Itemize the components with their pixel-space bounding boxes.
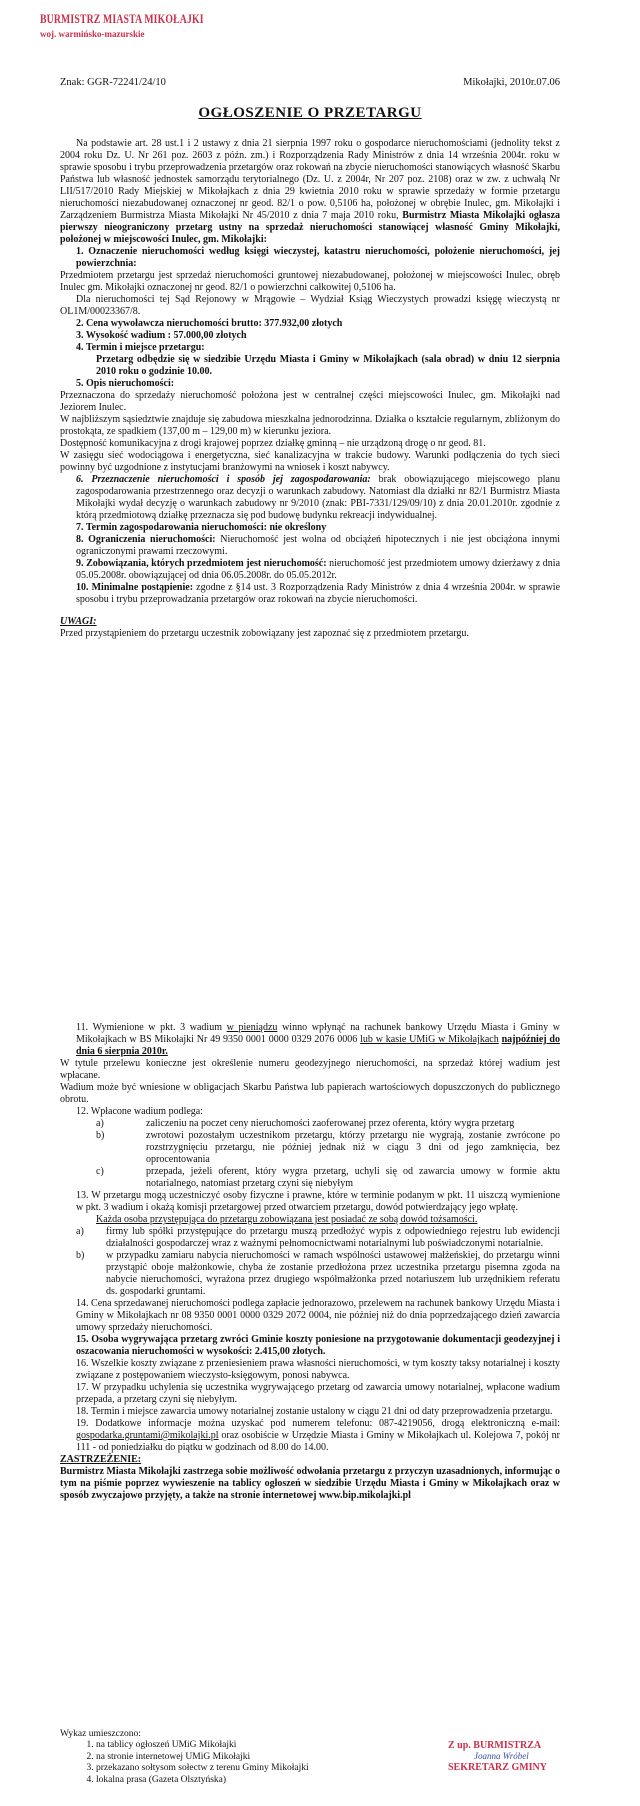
section-8-text: Nieruchomość jest wolna od obciążeń hipotecznych i nie jest obciążona innymi ograniczonymi prawami rzeczowymi. <box>76 534 561 557</box>
section-6-heading: 6. Przeznaczenie nieruchomości i sposób jej zagospodarowania: <box>76 474 371 485</box>
point-19-text-b: oraz osobiście w Urzędzie Miasta i Gminy w Mikołajkach ul. Kolejowa 7, pokój nr 111 - od poniedziałku do piątku w godzinach od 8.00 do 14.00. <box>76 1430 561 1453</box>
posting-list-item: 4. lokalna prasa (Gazeta Olsztyńska) <box>96 1775 380 1786</box>
posting-list-item: 3. przekazano sołtysom sołectw z terenu Gminy Mikołajki <box>96 1763 380 1774</box>
section-8 <box>60 534 560 558</box>
section-9-text: nieruchomość jest przedmiotem umowy dzierżawy z dnia 05.05.2008r. obowiązującej od dnia 06.05.2008r. do 05.05.2012r. <box>76 558 561 581</box>
point-11-cashdesk: lub w kasie UMiG w Mikołajkach <box>360 1034 499 1045</box>
point-18: 18. Termin i miejsce zawarcia umowy notarialnej zostanie ustalony w ciągu 21 dni od daty przeprowadzenia przetargu. <box>76 1406 553 1417</box>
case-sign: Znak: GGR-72241/24/10 <box>60 77 166 88</box>
section-9-heading: 9. Zobowiązania, których przedmiotem jest nieruchomość: <box>76 558 327 569</box>
posting-list-label: Wykaz umieszczono: <box>60 1729 141 1739</box>
page-title: OGŁOSZENIE O PRZETARGU <box>198 105 422 121</box>
handwritten-signature: Joanna Wróbel <box>474 1751 529 1761</box>
point-12-a: a) zaliczeniu na poczet ceny nieruchomości zaoferowanej przez oferenta, który wygra przetarg <box>96 1118 515 1129</box>
point-11-account: winno wpłynąć na rachunek bankowy Urzędu Miasta i Gminy w Mikołajkach w BS Mikołajki Nr 49 9350 0001 0000 0329 2076 0006 <box>76 1022 561 1045</box>
section-8-heading: 8. Ograniczenia nieruchomości: <box>76 534 216 545</box>
point-15: 15. Osoba wygrywająca przetarg zwróci Gminie koszty poniesione na przygotowanie dokumentacji geodezyjnej i oszacowania nieruchomości w wysokości: 2.415,00 złotych. <box>76 1334 560 1357</box>
section-5-text-2: W najbliższym sąsiedztwie znajduje się zabudowa mieszkalna jednorodzinna. Działka o kształcie regularnym, zbliżonym do prostokąta, ze spadkiem (137,00 m – 129,00 m) w kierunku jeziora. <box>60 414 560 437</box>
section-7: 7. Termin zagospodarowania nieruchomości: nie określony <box>76 522 327 533</box>
section-1-heading: 1. Oznaczenie nieruchomości według księgi wieczystej, katastru nieruchomości, położenie nieruchomości, jej powierzchnia: <box>76 246 560 269</box>
point-14: 14. Cena sprzedawanej nieruchomości podlega zapłacie jednorazowo, przelewem na rachunek bankowy Urzędu Miasta i Gminy w Mikołajkach nr 08 9350 0001 0000 0329 2072 0004, nie później niż do dnia poprzedzającego dzień zawarcia umowy sprzedaży nieruchomości. <box>76 1298 560 1333</box>
section-3-deposit: 3. Wysokość wadium : 57.000,00 złotych <box>76 330 247 341</box>
section-9 <box>60 558 560 582</box>
section-10 <box>60 582 560 606</box>
announcement-body-page2 <box>60 1022 560 1502</box>
stamp-title: BURMISTRZ MIASTA MIKOŁAJKI <box>40 12 204 26</box>
intro-text: Na podstawie art. 28 ust.1 i 2 ustawy z dnia 21 sierpnia 1997 roku o gospodarce nieruchomościami (jednolity tekst z 2004 roku Dz. U. Nr 261 poz. 2603 z późn. zm.) i Rozporządzenia Rady Ministrów z dnia 14 września 2004r. roku w sprawie sposobu i trybu przeprowadzenia przetargów oraz rokowań na zbycie nieruchomości stanowiących własność Skarbu Państwa lub własność jednostek samorządu terytorialnego (Dz. U. z 2004r, Nr 207 poz. 2108) oraz w zw. z uchwałą Nr LII/517/2010 Rady Miejskiej w Mikołajkach z dnia 29 kwietnia 2010 roku w sprawie sprzedaży w formie przetargu nieruchomości niezabudowanej oznaczonej nr geod. 82/1 o pow. 0,5106 ha, położonej w obrębie Inulec, gm. Mikołajki i Zarządzeniem Burmistrza Miasta Mikołajki Nr 45/2010 z dnia 7 maja 2010 roku, <box>60 138 560 221</box>
section-6 <box>60 474 560 522</box>
point-11-bonds: Wadium może być wniesione w obligacjach Skarbu Państwa lub papierach wartościowych dopuszczonych do publicznego obrotu. <box>60 1082 560 1105</box>
reference-row <box>60 77 560 90</box>
point-13-b: b) w przypadku zamiaru nabycia nieruchomości w ramach wspólności ustawowej małżeńskiej, do przetargu winni przystąpić oboje małżonkowie, chyba że zostanie przedłożona przez uczestnika przetargu pisemna zgoda na nabycie nieruchomości, wyrażona przez drugiego współmałżonka przed notariuszem lub urzędnikiem referatu ds. gospodarki gruntami. <box>76 1250 560 1297</box>
contact-email-link[interactable]: gospodarka.gruntami@mikolajki.pl <box>76 1430 219 1441</box>
section-10-heading: 10. Minimalne postąpienie: <box>76 582 194 593</box>
point-11-deadline: najpóźniej do dnia 6 sierpnia 2010r. <box>76 1034 560 1057</box>
point-13: 13. W przetargu mogą uczestniczyć osoby fizyczne i prawne, które w terminie podanym w pkt. 11 uiszczą wymienione w pkt. 3 wadium i okażą komisji przetargowej przed otwarciem przetargu, dowód potwierdzający jego wpłatę. <box>76 1190 560 1213</box>
remarks-label: UWAGI: <box>60 616 97 627</box>
section-5-text-1: Przeznaczona do sprzedaży nieruchomość położona jest w centralnej części miejscowości Inulec, gm. Mikołajki nad Jeziorem Inulec. <box>60 390 560 413</box>
section-5-heading: 5. Opis nieruchomości: <box>76 378 175 389</box>
point-11-transfer-title: W tytule przelewu konieczne jest określenie numeru geodezyjnego nieruchomości, na sprzedaż której wadium jest wpłacane. <box>60 1058 560 1081</box>
section-1-text: Przedmiotem przetargu jest sprzedaż nieruchomości gruntowej niezabudowanej, położonej w miejscowości Inulec, obręb Inulec gm. Mikołajki oznaczonej nr geod. 82/1 o powierzchni całkowitej 0,5106 ha. <box>60 270 560 293</box>
intro-paragraph <box>60 138 560 246</box>
section-5-text-3: Dostępność komunikacyjna z drogi krajowej poprzez działkę gminną – nie urządzoną drogę o nr geod. 81. <box>60 438 486 449</box>
signature-stamp-top: Z up. BURMISTRZA <box>448 1740 542 1751</box>
point-13-a: a) firmy lub spółki przystępujące do przetargu muszą przedłożyć wypis z odpowiedniego rejestru lub ewidencji działalności gospodarczej wraz z ważnymi pełnomocnictwami notarialnymi lub poświadczonymi notarialnie. <box>76 1226 560 1249</box>
point-17: 17. W przypadku uchylenia się uczestnika wygrywającego przetarg od zawarcia umowy notarialnej, wpłacone wadium przepada, a przetarg czyni się niebyłym. <box>76 1382 560 1405</box>
intro-bold: Burmistrz Miasta Mikołajki ogłasza pierwszy nieograniczony przetarg ustny na sprzedaż nieruchomości stanowiącej własność Gminy Mikołajki, położonej w miejscowości Inulec, gm. Mikołajki: <box>60 210 561 245</box>
point-11 <box>60 1022 560 1058</box>
section-5-text-4: W zasięgu sieć wodociągowa i energetyczna, sieć kanalizacyjna w trakcie budowy. Warunki podłączenia do tych sieci powinny być uzgodnione z instytucjami branżowymi na wniosek i koszt nabywcy. <box>60 450 560 473</box>
point-16: 16. Wszelkie koszty związane z przeniesieniem prawa własności nieruchomości, w tym koszty taksy notarialnej i koszty związane z postępowaniem wieczysto-księgowym, ponosi nabywca. <box>76 1358 560 1381</box>
point-12-b: b) zwrotowi pozostałym uczestnikom przetargu, którzy przetargu nie wygrają, zostanie zwrócone po rozstrzygnięciu przetargu, nie później jednak niż w ciągu 3 dni od jego zamknięcia, bez oprocentowania <box>96 1130 560 1165</box>
stamp-subtitle: woj. warmińsko-mazurskie <box>40 29 145 39</box>
section-10-text: zgodne z §14 ust. 3 Rozporządzenia Rady Ministrów z dnia 4 września 2004r. w sprawie sposobu i trybu przeprowadzania przetargów oraz rokowań na zbycie nieruchomości. <box>76 582 561 605</box>
posting-list-item: 2. na stronie internetowej UMiG Mikołajki <box>96 1752 380 1763</box>
point-13-identity: Każda osoba przystępująca do przetargu zobowiązana jest posiadać ze sobą dowód tożsamości. <box>96 1214 478 1225</box>
announcement-body-page1 <box>60 138 560 640</box>
signature-stamp-bottom: SEKRETARZ GMINY <box>448 1761 547 1773</box>
point-12: 12. Wpłacone wadium podlega: <box>76 1106 204 1117</box>
reservation-text: Burmistrz Miasta Mikołajki zastrzega sobie możliwość odwołania przetargu z przyczyn uzasadnionych, informując o tym na piśmie poprzez wywieszenie na tablicy ogłoszeń w siedzibie Urzędu Miasta i Gminy w Mikołajkach oraz w sposób zwyczajowo przyjęty, a także na stronie internetowej www.bip.mikolajki.pl <box>60 1466 560 1501</box>
point-19-text-a: 19. Dodatkowe informacje można uzyskać pod numerem telefonu: 087-4219056, drogą elektroniczną e-mail: <box>76 1418 560 1429</box>
point-19 <box>60 1418 560 1454</box>
reservation-label: ZASTRZEŻENIE: <box>60 1454 142 1465</box>
remarks-text: Przed przystąpieniem do przetargu uczestnik zobowiązany jest zapoznać się z przedmiotem przetargu. <box>60 628 469 639</box>
signature-stamp <box>448 1740 578 1790</box>
document-date: Mikołajki, 2010r.07.06 <box>463 77 560 88</box>
point-11-cash: w pieniądzu <box>226 1022 278 1033</box>
point-11-text-a: 11. Wymienione w pkt. 3 wadium <box>76 1022 222 1033</box>
posting-list-item: 1. na tablicy ogłoszeń UMiG Mikołajki <box>96 1740 380 1751</box>
section-2-price: 2. Cena wywoławcza nieruchomości brutto: 377.932,00 złotych <box>76 318 343 329</box>
point-12-c: c) przepada, jeżeli oferent, który wygra przetarg, uchyli się od zawarcia umowy w formie aktu notarialnego, natomiast przetarg czyni się niebyłym <box>96 1166 560 1189</box>
mayor-stamp <box>40 12 260 40</box>
section-4-heading: 4. Termin i miejsce przetargu: <box>76 342 205 353</box>
posting-list <box>60 1729 380 1786</box>
section-6-text: brak obowiązującego miejscowego planu zagospodarowania przestrzennego oraz decyzji o warunkach zabudowy. Natomiast dla działki nr 82/1 Burmistrz Miasta Mikołajki wydał decyzję o warunkach zabudowy nr 9/2010 (znak: PBI-7331/129/09/10) z dnia 20.01.2010r. zgodnie z którą przedmiotową działkę przeznacza się pod budowę budynku rekreacji indywidualnej. <box>76 474 560 521</box>
section-1-land-register: Dla nieruchomości tej Sąd Rejonowy w Mrągowie – Wydział Ksiąg Wieczystych prowadzi księgę wieczystą nr OL1M/00023367/8. <box>60 294 560 317</box>
section-4-text: Przetarg odbędzie się w siedzibie Urzędu Miasta i Gminy w Mikołajkach (sala obrad) w dniu 12 sierpnia 2010 roku o godzinie 10.00. <box>96 354 560 377</box>
